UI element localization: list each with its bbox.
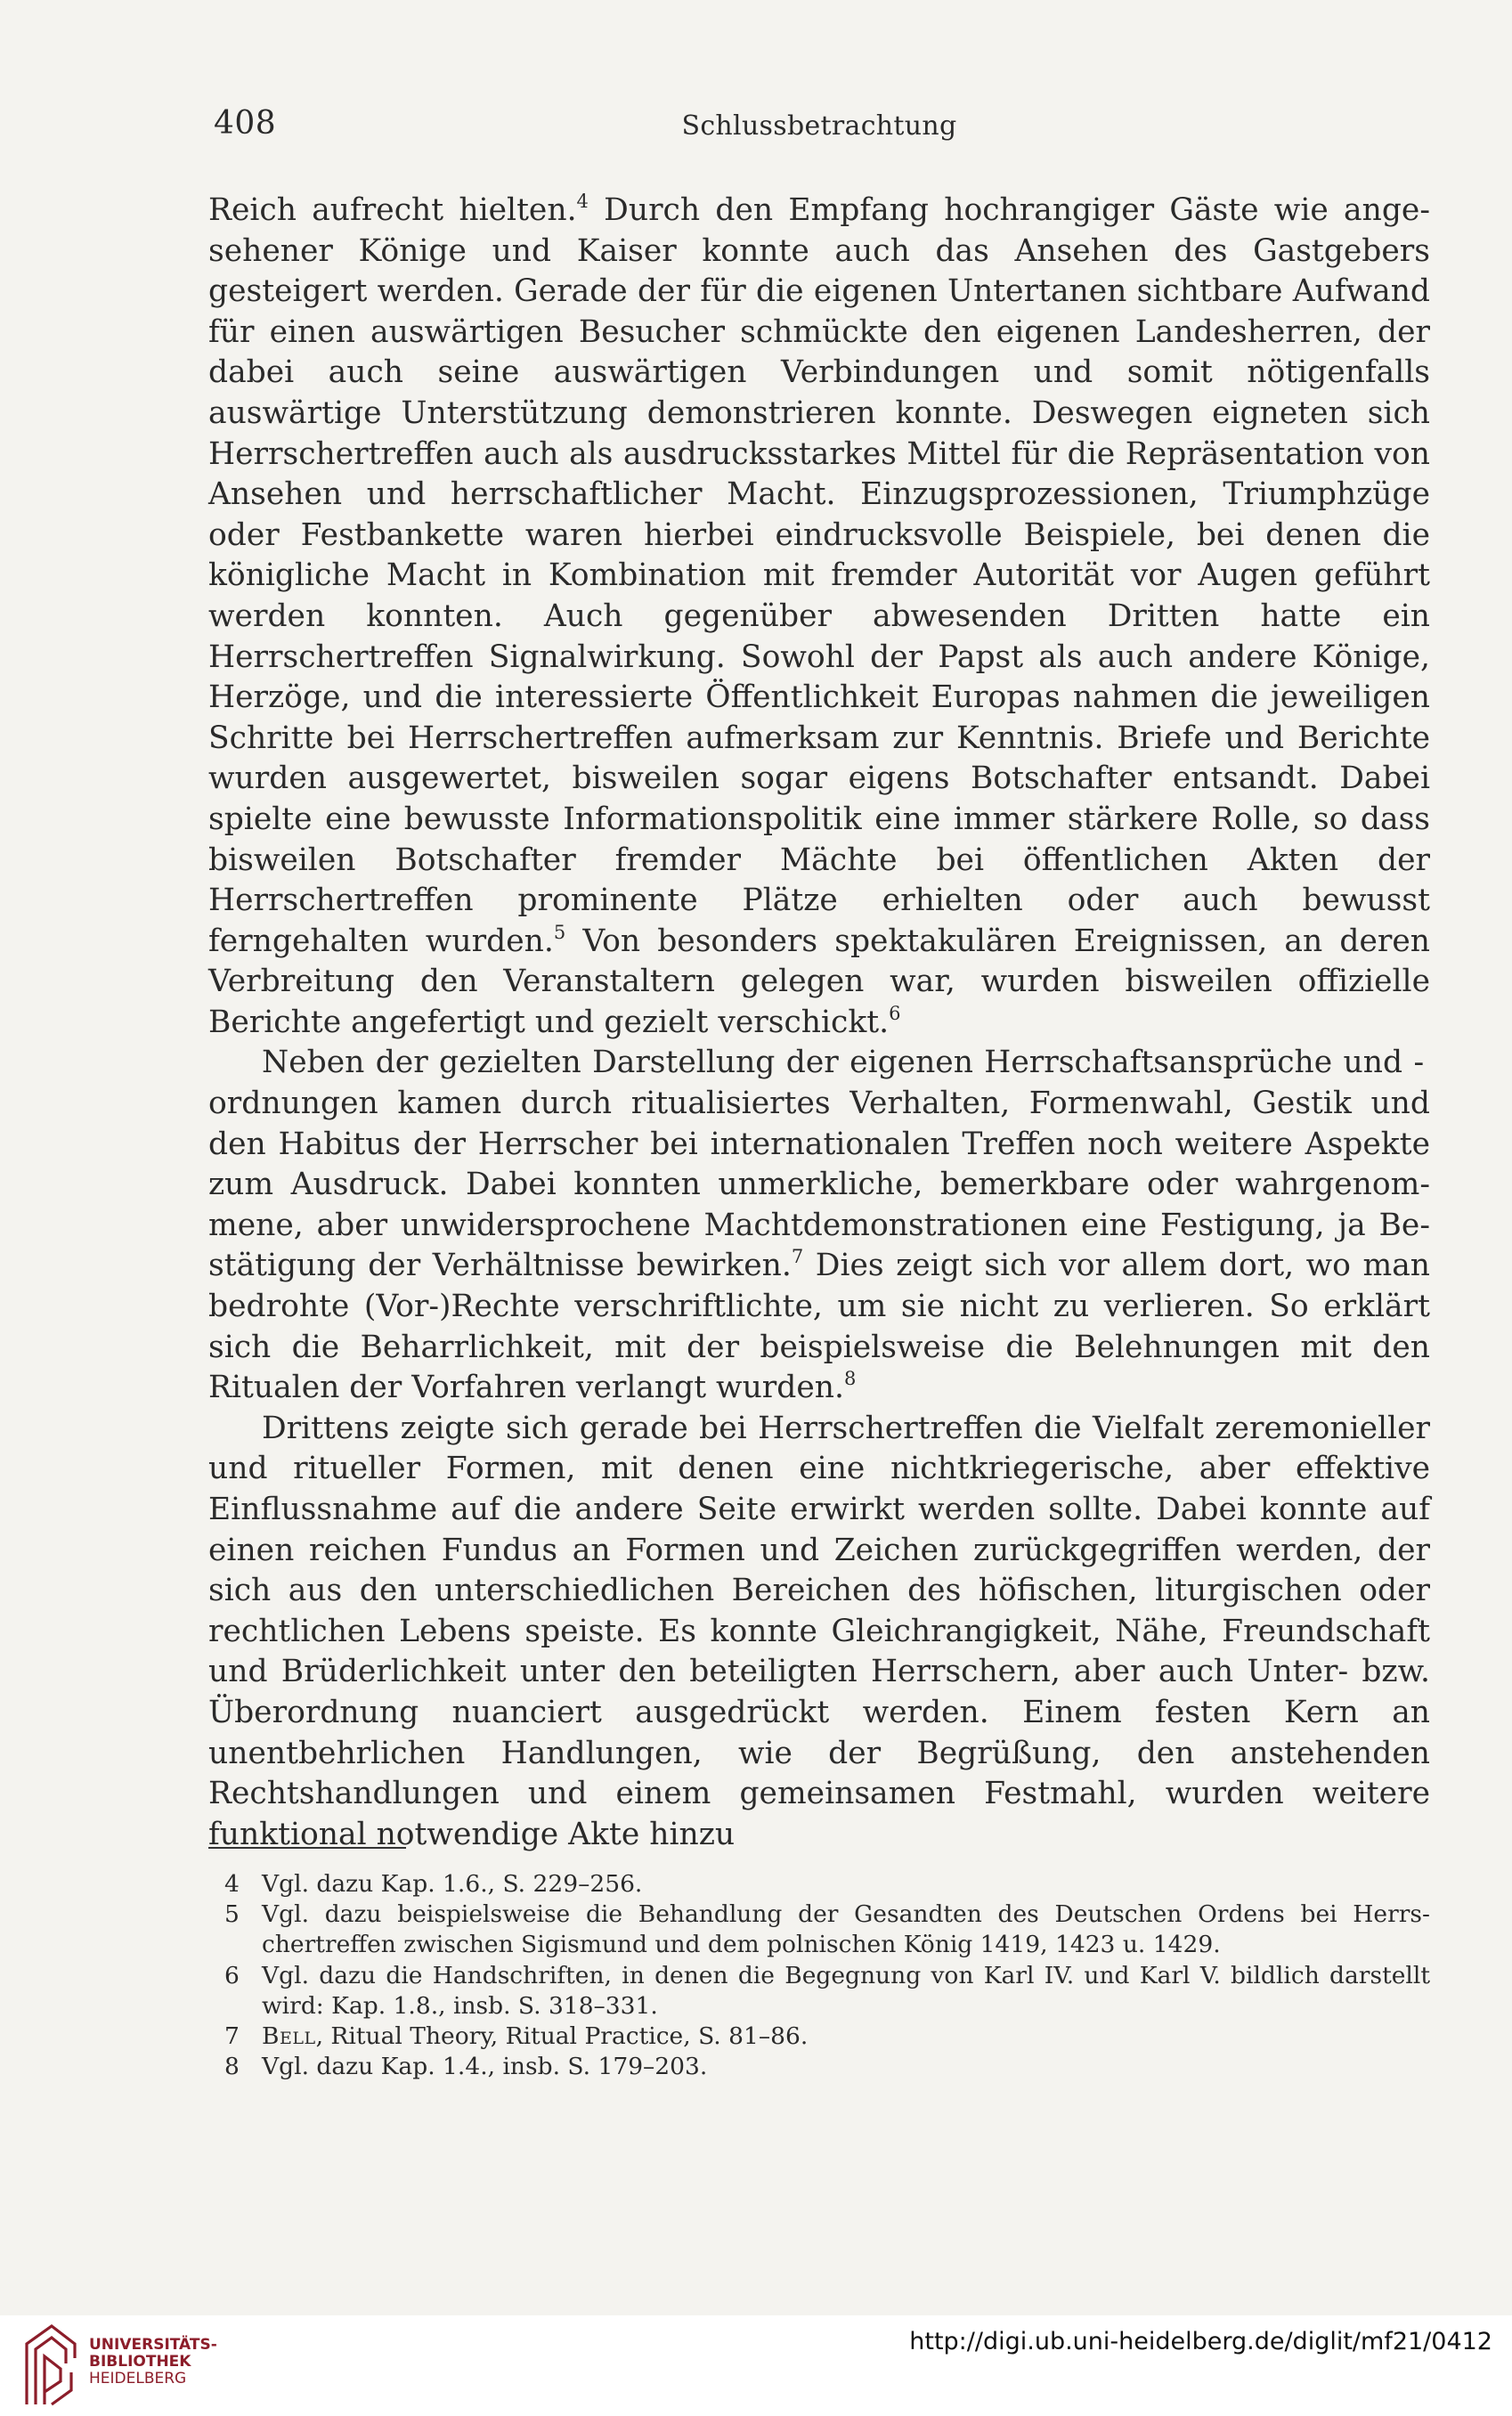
ub-heidelberg-logo-icon[interactable] [20, 2322, 82, 2408]
footnote-author: Bell [262, 2022, 316, 2051]
body-paragraph [208, 1409, 1430, 1856]
paragraph-text: Durch den Empfang hochrangiger Gäste wie angesehener Könige und Kaiser konnte auch das Ansehen des Gastgebers gesteigert werden. Gerade der für die eigenen Untertanen sichtbare Aufwand für einen auswärtigen Besucher schmückte den eigenen Landesherren, der dabei auch seine auswärtigen Verbindungen und somit nötigenfalls auswärtige Unterstützung demonstrieren konnte. Deswegen eigneten sich Herrschertreffen auch als ausdrucksstarkes Mittel für die Repräsentation von Ansehen und herrschaftlicher Macht. Einzugsprozessionen, Triumphzüge oder Festbankette waren hierbei eindrucksvolle Beispiele, bei denen die königliche Macht in Kombination mit fremder Autorität vor Augen geführt werden konnten. Auch gegenüber abwesenden Dritten hatte ein Herrschertreffen Signalwirkung. Sowohl der Papst als auch andere Könige, Herzöge, und die interessierte Öffentlichkeit Europas nahmen die jeweiligen Schritte bei Herrschertreffen aufmerksam zur Kenntnis. Briefe und Berichte wurden ausgewertet, bisweilen sogar eigens Botschafter entsandt. Dabei spielte eine bewusste Informationspolitik eine immer stärkere Rolle, so dass bisweilen Botschafter fremder Mächte bei öffentlichen Akten der Herrschertreffen prominente Plätze erhielten oder auch bewusst ferngehalten wurden. [208, 192, 1430, 959]
paragraph-text: Neben der gezielten Darstellung der eigenen Herrschaftsansprüche und - ordnungen kamen durch ritualisiertes Verhalten, Formenwahl, Gestik und den Habitus der Herrscher bei internationalen Treffen noch weitere Aspekte zum Ausdruck. Dabei konnten unmerkliche, bemerkbare oder wahrgenommene, aber unwidersprochene Machtdemonstrationen eine Festigung, ja Bestätigung der Verhältnisse bewirken. [208, 1045, 1430, 1284]
footnote [208, 1869, 1430, 1899]
library-name-line2: BIBLIOTHEK [89, 2353, 191, 2371]
page-number: 408 [214, 105, 277, 142]
viewer-footer [0, 2315, 1512, 2416]
footnote-text: Vgl. dazu beispielsweise die Behandlung der Gesandten des Deutschen Ordens bei Herrschertreffen zwischen Sigismund und dem polnischen König 1419, 1423 u. 1429. [262, 1900, 1430, 1959]
page-url-link[interactable]: http://digi.ub.uni-heidelberg.de/diglit/mf21/0412 [909, 2328, 1492, 2355]
footnote [208, 2021, 1430, 2052]
footnote-text: Vgl. dazu Kap. 1.6., S. 229–256. [262, 1870, 643, 1898]
footnote-number: 5 [224, 1900, 240, 1929]
body-text [208, 191, 1430, 1855]
paragraph-text: Reich aufrecht hielten. [208, 192, 577, 228]
footnote-marker[interactable]: 4 [576, 191, 589, 212]
footnote-marker[interactable]: 5 [553, 921, 566, 943]
running-head: Schlussbetrachtung [681, 110, 957, 142]
paragraph-text: Drittens zeigte sich gerade bei Herrschertreffen die Vielfalt zeremonieller und ritueller Formen, mit denen eine nichtkriegerische, aber effektive Einflussnahme auf die andere Seite erwirkt werden sollte. Dabei konnte auf einen reichen Fundus an Formen und Zeichen zurückgegriffen werden, der sich aus den unterschiedlichen Bereichen des höfischen, liturgischen oder rechtlichen Lebens speiste. Es konnte Gleichrangigkeit, Nähe, Freundschaft und Brüderlichkeit unter den beteiligten Herrschern, aber auch Unter- bzw. Überordnung nuanciert ausgedrückt werden. Einem festen Kern an unentbehrlichen Handlungen, wie der Begrüßung, den anstehenden Rechtshandlungen und einem gemeinsamen Festmahl, wurden weitere funktional notwendige Akte hinzu [208, 1410, 1430, 1852]
footnote-marker[interactable]: 6 [889, 1002, 901, 1024]
body-paragraph [208, 1043, 1430, 1408]
paragraph-text: Von besonders spektakulären Ereignissen, an deren Verbreitung den Veranstaltern gelegen war, wurden bisweilen offizielle Berichte angefertigt und gezielt verschickt. [208, 923, 1431, 1040]
footnote-number: 7 [224, 2022, 240, 2051]
footnote-text: Vgl. dazu die Handschriften, in denen die Begegnung von Karl IV. und Karl V. bildlich darstellt wird: Kap. 1.8., insb. S. 318–331. [262, 1961, 1430, 2020]
library-name [89, 2337, 217, 2388]
footnote-marker[interactable]: 7 [791, 1246, 804, 1268]
footnote-text: Vgl. dazu Kap. 1.4., insb. S. 179–203. [262, 2053, 708, 2081]
footnote-number: 8 [224, 2053, 240, 2081]
footnote-marker[interactable]: 8 [844, 1368, 857, 1390]
footnote [208, 1961, 1430, 2021]
page-header [214, 105, 1425, 150]
footnote [208, 1899, 1430, 1960]
footnotes [208, 1869, 1430, 2082]
library-name-line1: UNIVERSITÄTS- [89, 2336, 217, 2354]
footnote-rule [208, 1847, 406, 1849]
footnote-number: 6 [224, 1961, 240, 1989]
body-paragraph [208, 191, 1430, 1043]
footnote-number: 4 [224, 1870, 240, 1898]
library-name-line3: HEIDELBERG [89, 2370, 187, 2388]
footnote [208, 2052, 1430, 2082]
footnote-text: , Ritual Theory, Ritual Practice, S. 81–86. [315, 2022, 809, 2051]
paragraph-text: Dies zeigt sich vor allem dort, wo man bedrohte (Vor-)Rechte verschriftlichte, um sie nicht zu verlieren. So erklärt sich die Beharrlichkeit, mit der beispielsweise die Belehnungen mit den Ritualen der Vorfahren verlangt wurden. [208, 1248, 1430, 1406]
